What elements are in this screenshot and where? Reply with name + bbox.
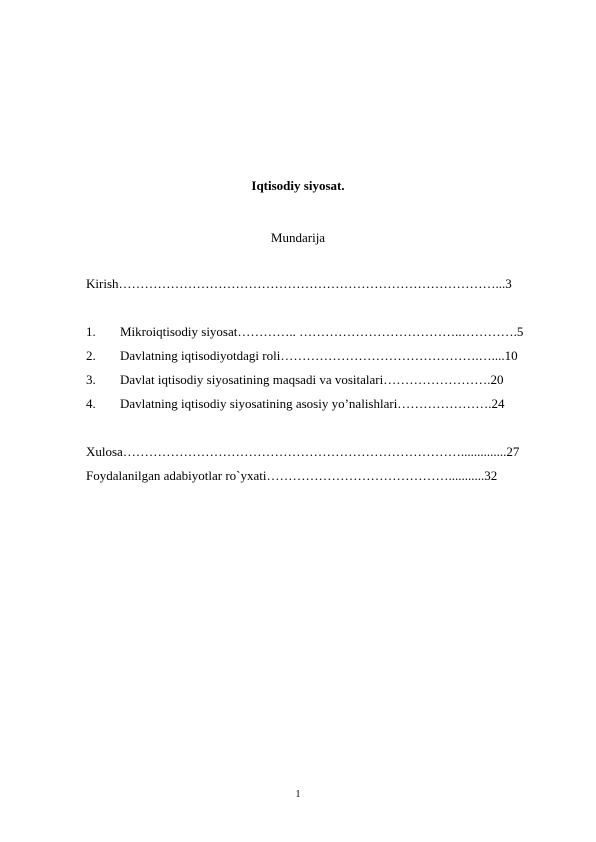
toc-entry-2 xyxy=(86,348,518,363)
toc-entry-1 xyxy=(86,324,523,339)
toc-entry-number: 1. xyxy=(86,324,96,339)
document-title: Iqtisodiy siyosat. xyxy=(251,178,345,193)
toc-entry-text: Davlat iqtisodiy siyosatining maqsadi va vositalari…………………….20 xyxy=(120,372,504,387)
toc-entry-intro: Kirish……………………………………………………………………………...3 xyxy=(86,276,512,291)
toc-heading: Mundarija xyxy=(270,230,326,245)
toc-entry-text: Mikroiqtisodiy siyosat………….. ………………………………..………….5 xyxy=(120,324,524,339)
toc-entry-4 xyxy=(86,396,505,411)
toc-entry-conclusion: Xulosa……………………………………………………………………..............27 xyxy=(86,444,520,459)
toc-entry-3 xyxy=(86,372,503,387)
page-number: 1 xyxy=(295,789,301,800)
toc-entry-number: 2. xyxy=(86,348,96,363)
toc-entry-number: 3. xyxy=(86,372,96,387)
toc-entry-text: Davlatning iqtisodiy siyosatining asosiy yo’nalishlari………………….24 xyxy=(120,396,505,411)
toc-entry-number: 4. xyxy=(86,396,96,411)
toc-entry-text: Davlatning iqtisodiyotdagi roli……………………………………….…....10 xyxy=(120,348,518,363)
toc-entry-references: Foydalanilgan adabiyotlar ro`yxati……………………………………...........32 xyxy=(86,468,498,483)
